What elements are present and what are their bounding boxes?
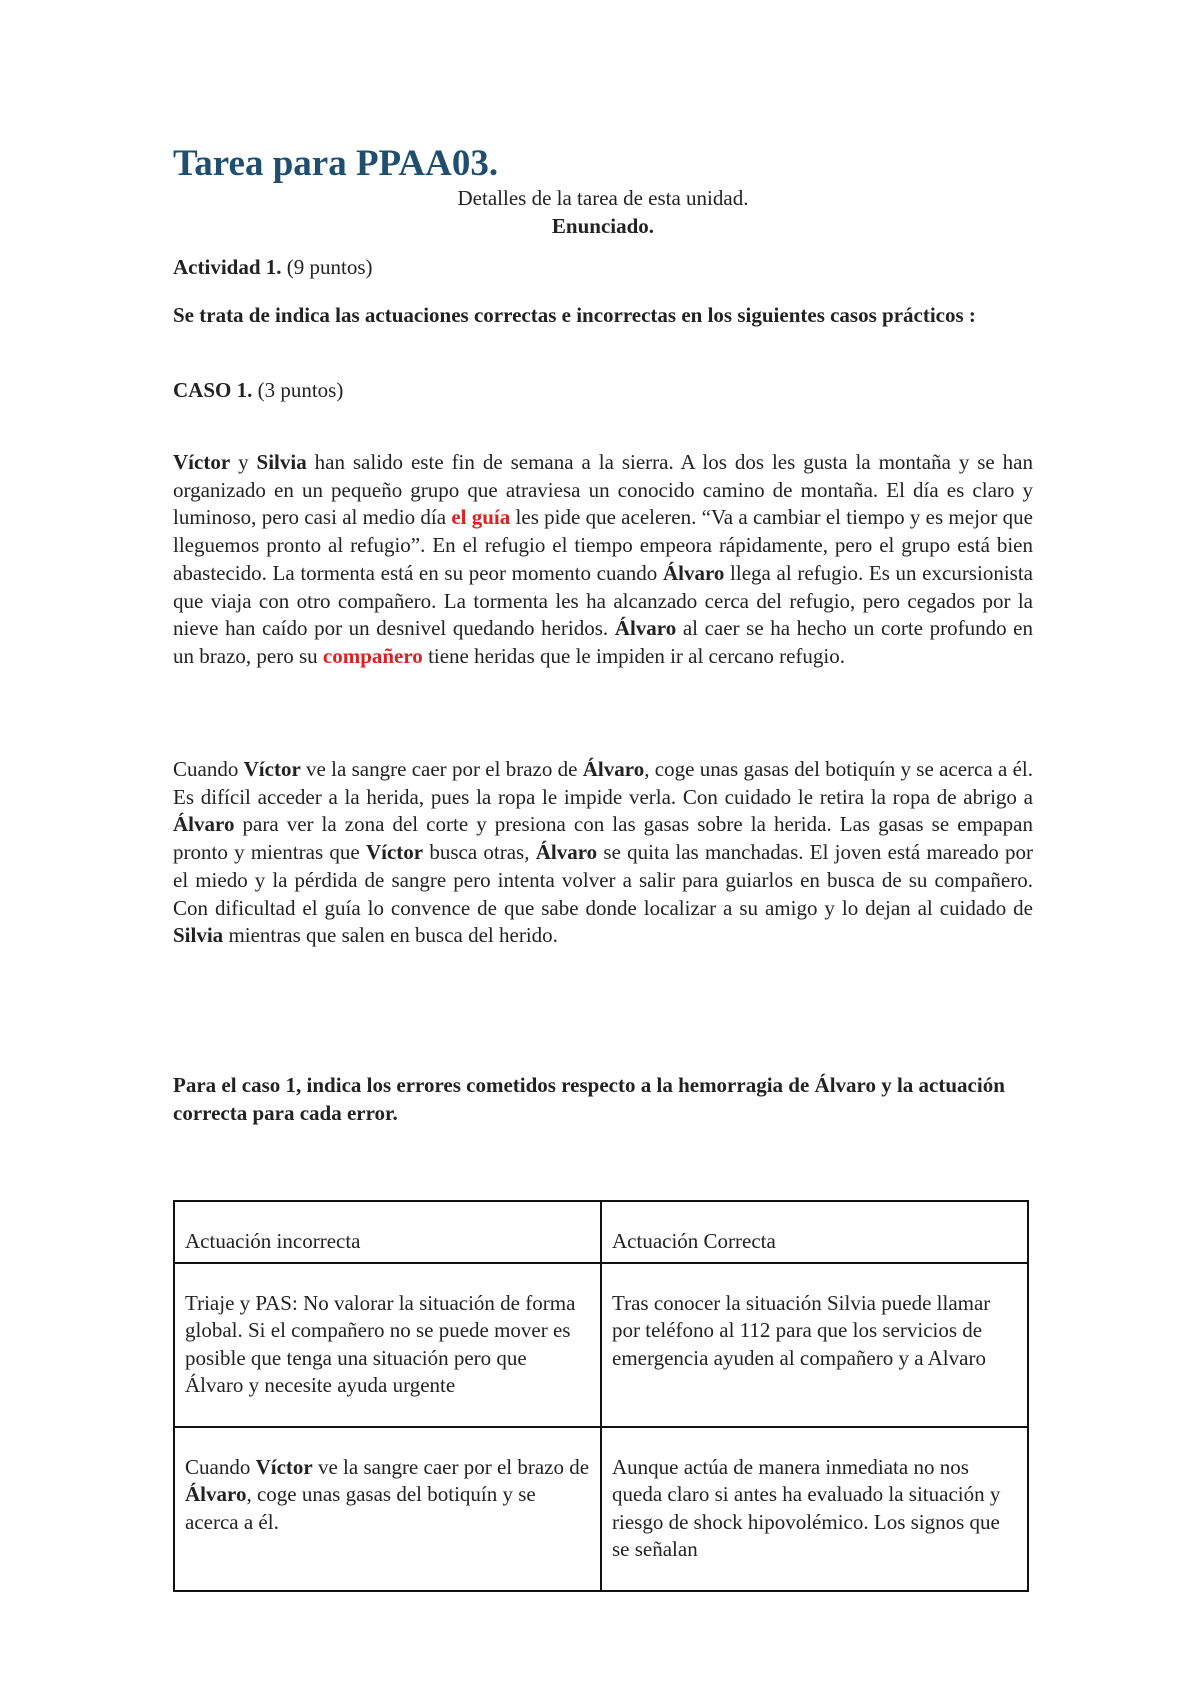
subtitle: Detalles de la tarea de esta unidad.: [457, 186, 749, 210]
header-correct: Actuación Correcta: [601, 1201, 1028, 1263]
cell-incorrect: Triaje y PAS: No valorar la situación de forma global. Si el compañero no se puede mover es posible que tenga una situación pero que Álvaro y necesite ayuda urgente: [174, 1263, 601, 1427]
cell-correct: Tras conocer la situación Silvia puede llamar por teléfono al 112 para que los servicios de emergencia ayuden al compañero y a Alvaro: [601, 1263, 1028, 1427]
table-row: [174, 1427, 1028, 1591]
caso-heading: CASO 1. (3 puntos): [173, 378, 344, 402]
cell-correct: Aunque actúa de manera inmediata no nos queda claro si antes ha evaluado la situación y riesgo de shock hipovolémico. Los signos que se señalan: [601, 1427, 1028, 1591]
case-paragraph-1: Víctor y Silvia han salido este fin de semana a la sierra. A los dos les gusta la montaña y se han organizado en un pequeño grupo que atraviesa un conocido camino de montaña. El día es claro y luminoso, pero casi al medio día el guía les pide que aceleren. “Va a cambiar el tiempo y es mejor que lleguemos pronto al refugio”. En el refugio el tiempo empeora rápidamente, pero el grupo está bien abastecido. La tormenta está en su peor momento cuando Álvaro llega al refugio. Es un excursionista que viaja con otro compañero. La tormenta les ha alcanzado cerca del refugio, pero cegados por la nieve han caído por un desnivel quedando heridos. Álvaro al caer se ha hecho un corte profundo en un brazo, pero su compañero tiene heridas que le impiden ir al cercano refugio.: [173, 450, 1034, 668]
enunciado-heading: Enunciado.: [551, 214, 655, 238]
page-title: Tarea para PPAA03.: [173, 143, 499, 184]
instruction-text: Se trata de indica las actuaciones correctas e incorrectas en los siguientes casos prácticos :: [173, 303, 976, 327]
table-header-row: [174, 1201, 1028, 1263]
errors-table: [173, 1200, 1029, 1592]
table-row: [174, 1263, 1028, 1427]
cell-incorrect: Cuando Víctor ve la sangre caer por el brazo de Álvaro, coge unas gasas del botiquín y se acerca a él.: [174, 1427, 601, 1591]
header-incorrect: Actuación incorrecta: [174, 1201, 601, 1263]
actividad-heading: Actividad 1. (9 puntos): [173, 255, 373, 279]
question-text: Para el caso 1, indica los errores cometidos respecto a la hemorragia de Álvaro y la actuación correcta para cada error.: [173, 1073, 1005, 1125]
case-paragraph-2: Cuando Víctor ve la sangre caer por el brazo de Álvaro, coge unas gasas del botiquín y se acerca a él. Es difícil acceder a la herida, pues la ropa le impide verla. Con cuidado le retira la ropa de abrigo a Álvaro para ver la zona del corte y presiona con las gasas sobre la herida. Las gasas se empapan pronto y mientras que Víctor busca otras, Álvaro se quita las manchadas. El joven está mareado por el miedo y la pérdida de sangre pero intenta volver a salir para guiarlos en busca de su compañero. Con dificultad el guía lo convence de que sabe donde localizar a su amigo y lo dejan al cuidado de Silvia mientras que salen en busca del herido.: [173, 757, 1034, 948]
